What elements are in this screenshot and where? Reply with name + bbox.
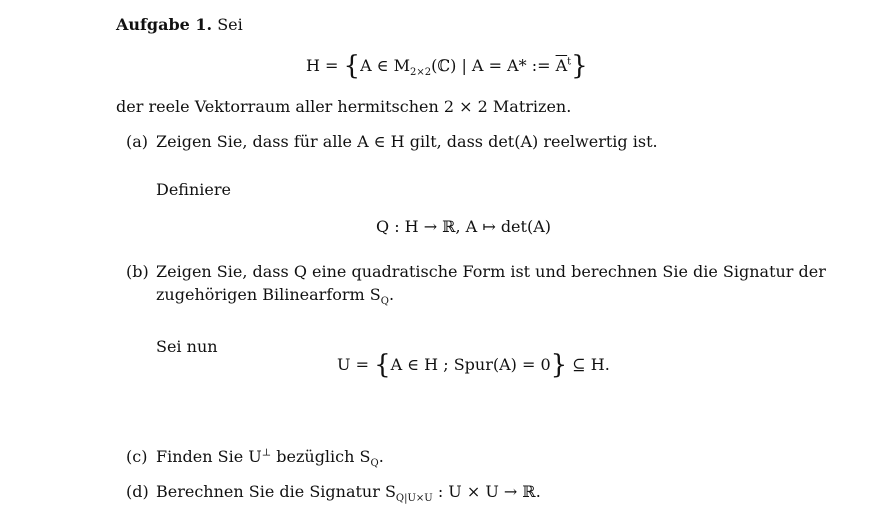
- formula-u: [337, 350, 610, 380]
- part-b-line2-period: .: [388, 285, 395, 304]
- part-a-text: Zeigen Sie, dass für alle A ∈ H gilt, dass det(A) reelwertig ist.: [156, 132, 658, 151]
- part-b-line2: [156, 285, 395, 308]
- formula-u-close-brace: }: [550, 350, 568, 380]
- exercise-title: Aufgabe 1.: [116, 15, 213, 34]
- formula-q: Q : H → ℝ, A ↦ det(A): [376, 217, 551, 236]
- description-line: der reele Vektorraum aller hermitschen 2 × 2 Matrizen.: [116, 97, 572, 116]
- formula-u-lhs: U =: [337, 355, 375, 374]
- exercise-header: [116, 15, 243, 35]
- part-d-label: (d): [126, 482, 149, 501]
- formula-u-body: A ∈ H ; Spur(A) = 0: [390, 355, 551, 374]
- formula-h-superscript: t: [567, 56, 572, 68]
- part-b-line2-subscript: Q: [380, 296, 389, 308]
- formula-h-conjugate: $\overline{A}$: [555, 56, 568, 75]
- part-c-text: [156, 447, 384, 470]
- part-d-subscript: Q|U×U: [395, 493, 433, 505]
- formula-u-open-brace: {: [374, 350, 391, 380]
- part-c-subscript: Q: [370, 458, 379, 470]
- part-d-text: [156, 482, 541, 505]
- exercise-intro: Sei: [217, 15, 243, 34]
- part-b-line1: Zeigen Sie, dass Q eine quadratische Form ist und berechnen Sie die Signatur der: [156, 262, 826, 281]
- formula-h-lhs: H =: [306, 56, 344, 75]
- part-c-period: .: [378, 447, 384, 466]
- formula-h-open-brace: {: [343, 51, 361, 81]
- part-c-perp: ⊥: [261, 447, 272, 459]
- part-b-line2-text: zugehörigen Bilinearform S: [156, 285, 381, 304]
- part-c-pre: Finden Sie U: [156, 447, 262, 466]
- formula-h-body: A ∈ M: [360, 56, 411, 75]
- part-a-label: (a): [126, 132, 149, 151]
- part-d-post: : U × U → ℝ.: [432, 482, 541, 501]
- define-text: Definiere: [156, 180, 231, 199]
- formula-h-rest: (ℂ) | A = A* :=: [431, 56, 556, 75]
- part-c-label: (c): [126, 447, 148, 466]
- sei-nun-text: Sei nun: [156, 337, 218, 356]
- part-c-mid: bezüglich S: [271, 447, 371, 466]
- formula-u-rest: ⊆ H.: [567, 355, 610, 374]
- part-d-pre: Berechnen Sie die Signatur S: [156, 482, 396, 501]
- formula-h-subscript: 2×2: [410, 67, 432, 79]
- formula-h-close-brace: }: [571, 51, 588, 81]
- formula-h: [306, 51, 588, 81]
- part-b-label: (b): [126, 262, 149, 281]
